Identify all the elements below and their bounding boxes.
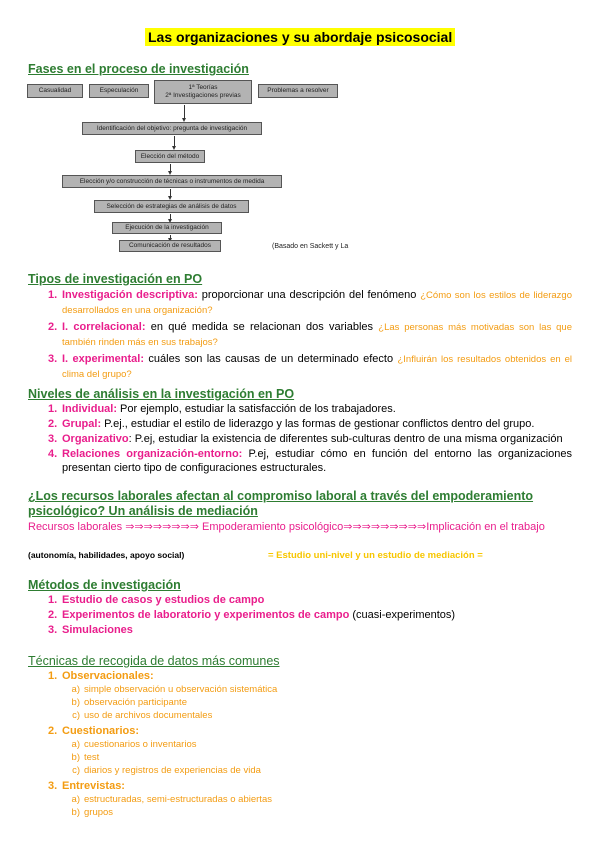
tipos-question: ¿Cómo son los estilos de liderazgo desarrollados en una organización? [62, 290, 572, 316]
tecnicas-subitem: c) uso de archivos documentales [72, 710, 213, 721]
niveles-text: P.ej, estudiar cómo en función del entorno las organizaciones presentan cierto tipo de configuraciones estructurales. [62, 448, 572, 474]
tecnicas-num: 3. [48, 780, 58, 792]
tecnicas-num: 2. [48, 725, 58, 737]
arrow-3 [170, 164, 171, 172]
tecnicas-heading: Técnicas de recogida de datos más comunes [28, 654, 280, 668]
niveles-label: Grupal: [62, 418, 102, 430]
metodos-item [48, 623, 572, 637]
box-ejecucion: Ejecución de la investigación [112, 222, 222, 234]
box-eleccion: Elección del método [135, 150, 205, 163]
tipos-text: proporcionar una descripción del fenómeno [197, 289, 421, 301]
metodos-label: Experimentos de laboratorio y experimentos de campo [62, 609, 350, 621]
tecnicas-num: 1. [48, 670, 58, 682]
tipos-text: en qué medida se relacionan dos variables [145, 321, 379, 333]
tipos-label: Investigación descriptiva: [62, 289, 198, 301]
tecnicas-subitem: a) simple observación u observación sistemática [71, 684, 278, 695]
box-seleccion: Selección de estrategias de análisis de datos [94, 200, 249, 213]
metodos-extra: (cuasi-experimentos) [349, 609, 456, 621]
niveles-item [48, 402, 572, 416]
niveles-label: Organizativo [62, 433, 129, 445]
metodos-num: 2. [48, 609, 58, 621]
mediacion-estudio: = Estudio uni-nivel y un estudio de mediación = [268, 550, 483, 561]
tipos-num: 2. [48, 321, 58, 333]
tipos-list [48, 288, 572, 382]
box-problemas: Problemas a resolver [258, 84, 338, 98]
tecnicas-list [48, 669, 572, 819]
niveles-num: 1. [48, 403, 58, 415]
niveles-num: 3. [48, 433, 58, 445]
teorias-line-1: 1ª Teorías [188, 84, 218, 91]
tipos-question: ¿Influirán los resultados obtenidos en el clima del grupo? [62, 354, 573, 380]
arrow-1 [184, 105, 185, 119]
mediacion-line: Recursos laborales ⇒⇒⇒⇒⇒⇒⇒⇒ Empoderamiento psicológico⇒⇒⇒⇒⇒⇒⇒⇒⇒Implicación en el trabajo [28, 521, 545, 533]
niveles-list [48, 402, 572, 475]
niveles-item [48, 417, 572, 431]
box-comunicacion: Comunicación de resultados [119, 240, 221, 252]
document-title: Las organizaciones y su abordaje psicosocial [145, 28, 455, 46]
metodos-num: 1. [48, 594, 58, 606]
mediacion-heading: ¿Los recursos laborales afectan al compromiso laboral a través del empoderamiento psicológico? Un análisis de mediación [28, 489, 534, 518]
niveles-text: Por ejemplo, estudiar la satisfacción de los trabajadores. [117, 403, 396, 415]
niveles-text: P.ej., estudiar el estilo de liderazgo y las formas de gestionar conflictos dentro del grupo. [101, 418, 535, 430]
arrow-2 [174, 136, 175, 147]
tecnicas-group [48, 779, 572, 819]
box-identificacion: Identificación del objetivo: pregunta de investigación [82, 122, 262, 135]
metodos-item [48, 608, 572, 622]
metodos-label: Estudio de casos y estudios de campo [62, 594, 265, 606]
niveles-item [48, 432, 572, 446]
niveles-heading: Niveles de análisis en la investigación en PO [28, 387, 295, 401]
tipos-label: I. experimental: [62, 353, 145, 365]
tecnicas-label: Observacionales: [62, 670, 154, 682]
tecnicas-subitem: a) estructuradas, semi-estructuradas o abiertas [71, 794, 272, 805]
tipos-num: 3. [48, 353, 58, 365]
arrow-4 [170, 189, 171, 197]
niveles-item [48, 447, 572, 475]
metodos-item [48, 593, 572, 607]
metodos-heading: Métodos de investigación [28, 578, 181, 592]
tecnicas-subitem: b) grupos [71, 807, 114, 818]
tecnicas-subitem: b) test [71, 752, 100, 763]
niveles-num: 4. [48, 448, 58, 460]
tipos-label: I. correlacional: [62, 321, 146, 333]
box-construccion: Elección y/o construcción de técnicas o instrumentos de medida [62, 175, 282, 188]
tipos-question: ¿Las personas más motivadas son las que también rinden más en sus trabajos? [62, 322, 572, 348]
tipos-item [48, 352, 572, 382]
arrow-5 [170, 214, 171, 220]
tecnicas-subitem: a) cuestionarios o inventarios [71, 739, 197, 750]
tipos-item [48, 320, 572, 350]
tecnicas-subitem: c) diarios y registros de experiencias de vida [72, 765, 261, 776]
research-phases-diagram [22, 78, 352, 253]
arrow-6 [170, 235, 171, 239]
box-teorias [154, 80, 252, 104]
tipos-num: 1. [48, 289, 58, 301]
box-casualidad: Casualidad [27, 84, 83, 98]
tecnicas-subitem: b) observación participante [71, 697, 187, 708]
fases-heading: Fases en el proceso de investigación [28, 62, 249, 76]
tipos-heading: Tipos de investigación en PO [28, 272, 203, 286]
metodos-list [48, 593, 572, 637]
niveles-label: Individual: [62, 403, 117, 415]
tecnicas-label: Cuestionarios: [62, 725, 140, 737]
diagram-source: (Basado en Sackett y La [272, 243, 349, 250]
tecnicas-label: Entrevistas: [62, 780, 125, 792]
tecnicas-group [48, 724, 572, 777]
mediacion-note: (autonomía, habilidades, apoyo social) [28, 550, 185, 560]
metodos-num: 3. [48, 624, 58, 636]
tipos-text: cuáles son las causas de un determinado efecto [144, 353, 398, 365]
teorias-line-2: 2ª Investigaciones previas [165, 92, 241, 99]
tecnicas-group [48, 669, 572, 722]
niveles-label: Relaciones organización-entorno: [62, 448, 243, 460]
metodos-label: Simulaciones [62, 624, 133, 636]
niveles-text: : P.ej, estudiar la existencia de diferentes sub-culturas dentro de una misma organización [128, 433, 563, 445]
tipos-item [48, 288, 572, 318]
niveles-num: 2. [48, 418, 58, 430]
box-especulacion: Especulación [89, 84, 149, 98]
